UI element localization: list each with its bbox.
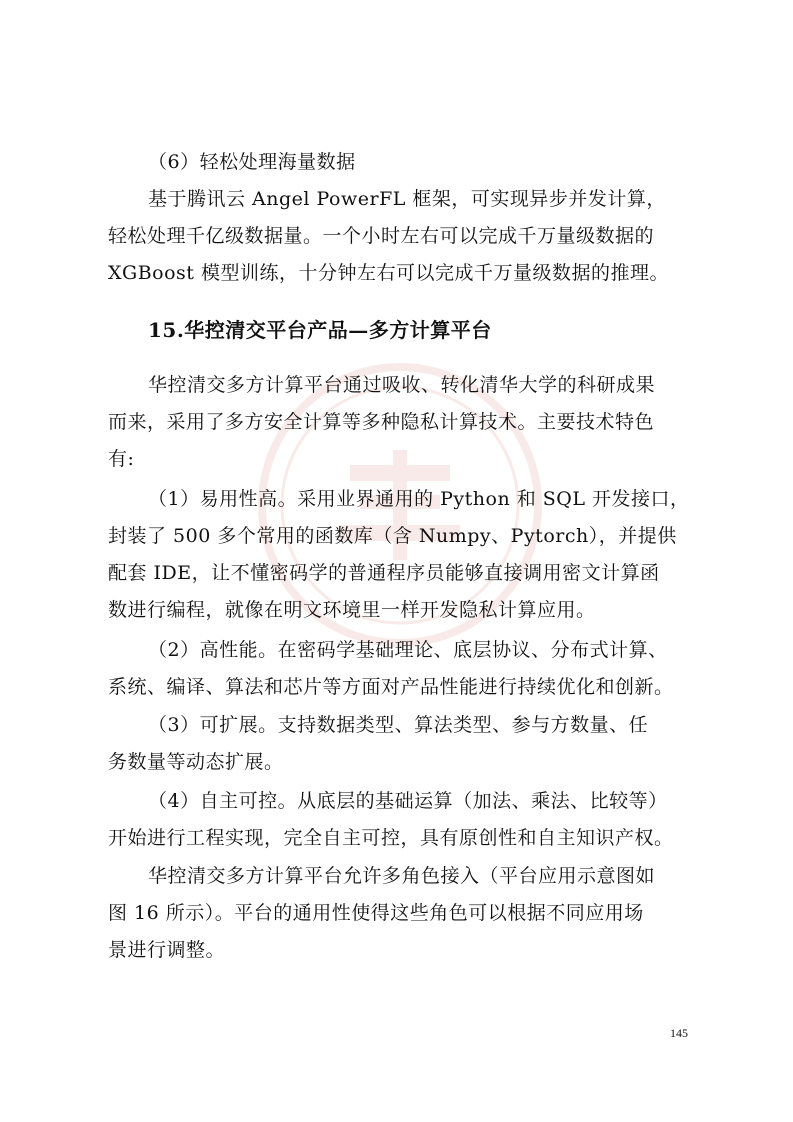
feature-line: 封装了 500 多个常用的函数库（含 Numpy、Pytorch），并提供 (108, 525, 677, 547)
feature-line: 开始进行工程实现，完全自主可控，具有原创性和自主知识产权。 (108, 827, 674, 849)
feature-line: 配套 IDE，让不懂密码学的普通程序员能够直接调用密文计算函 (108, 562, 660, 584)
page-number: 145 (670, 1026, 688, 1040)
closing-line: 图 16 所示）。平台的通用性使得这些角色可以根据不同应用场 (108, 902, 644, 924)
feature-1 (108, 481, 692, 629)
feature-2 (108, 632, 692, 706)
section-heading: 15.华控清交平台产品—多方计算平台 (148, 318, 492, 342)
section-6 (108, 144, 692, 292)
feature-line: （3）可扩展。支持数据类型、算法类型、参与方数量、任 (148, 714, 649, 736)
section-6-line: XGBoost 模型训练，十分钟左右可以完成千万量级数据的推理。 (108, 262, 669, 284)
intro-line: 而来，采用了多方安全计算等多种隐私计算技术。主要技术特色 (108, 411, 655, 433)
intro-paragraph (108, 367, 692, 478)
section-6-line: 轻松处理千亿级数据量。一个小时左右可以完成千万量级数据的 (108, 225, 655, 247)
feature-line: （1）易用性高。采用业界通用的 Python 和 SQL 开发接口， (148, 488, 690, 510)
closing-line: 景进行调整。 (108, 939, 226, 961)
intro-line: 有: (108, 448, 135, 470)
section-6-line: 基于腾讯云 Angel PowerFL 框架，可实现异步并发计算， (148, 188, 666, 210)
closing-paragraph (108, 858, 692, 969)
section-6-title: （6）轻松处理海量数据 (148, 151, 356, 173)
feature-line: （2）高性能。在密码学基础理论、底层协议、分布式计算、 (148, 639, 668, 661)
feature-line: 务数量等动态扩展。 (108, 751, 284, 773)
feature-line: 数进行编程，就像在明文环境里一样开发隐私计算应用。 (108, 599, 596, 621)
closing-line: 华控清交多方计算平台允许多角色接入（平台应用示意图如 (148, 865, 656, 887)
feature-line: （4）自主可控。从底层的基础运算（加法、乘法、比较等） (148, 790, 668, 812)
feature-4 (108, 783, 692, 857)
feature-3 (108, 707, 692, 781)
intro-line: 华控清交多方计算平台通过吸收、转化清华大学的科研成果 (148, 374, 656, 396)
feature-line: 系统、编译、算法和芯片等方面对产品性能进行持续优化和创新。 (108, 676, 674, 698)
